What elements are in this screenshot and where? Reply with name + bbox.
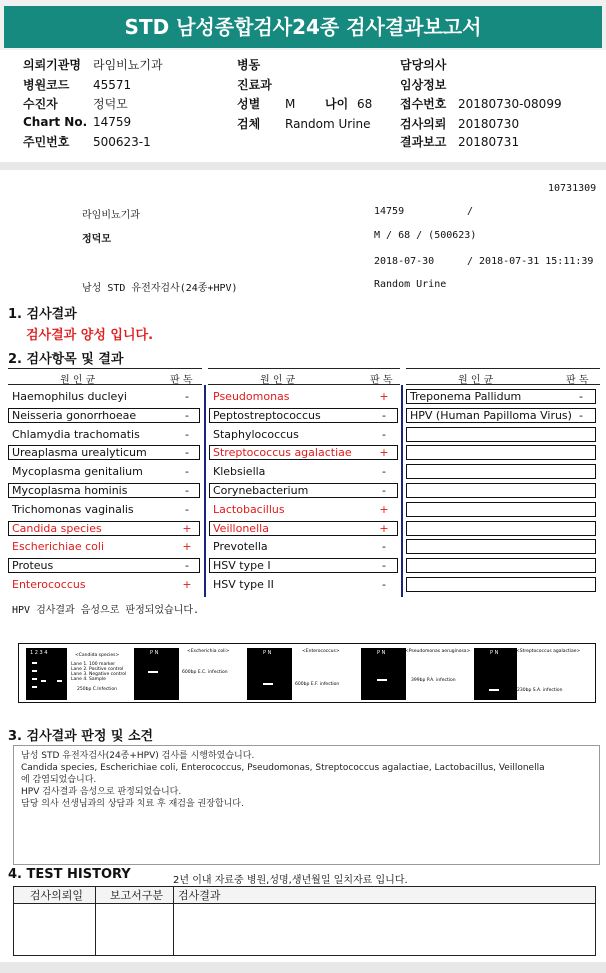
result-row	[209, 389, 398, 404]
history-header-row	[14, 887, 596, 904]
empty-row	[406, 558, 596, 573]
gel-band	[263, 683, 273, 685]
report-code: 10731309	[548, 183, 597, 194]
organism-name: Escherichiae coli	[12, 540, 105, 554]
gel-lanes: 1 2 3 4	[30, 650, 48, 656]
gel-band	[32, 686, 37, 688]
judgement: -	[382, 465, 386, 479]
empty-row	[406, 577, 596, 592]
col1-header	[8, 368, 202, 385]
judgement: -	[382, 540, 386, 554]
organism-name: Veillonella	[213, 521, 269, 535]
gel-image	[247, 648, 292, 700]
gel-image	[361, 648, 406, 700]
gel-title: <Escherichia coli>	[187, 649, 230, 654]
organism-name: Klebsiella	[213, 465, 266, 479]
opinion-line: Candida species, Escherichiae coli, Enterococcus, Pseudomonas, Streptococcus agalactiae, Lactobacillus, Veillonella	[21, 763, 545, 773]
organism-name: Staphylococcus	[213, 427, 299, 441]
history-col-type: 보고서구분	[96, 887, 174, 904]
info-clinical: 임상정보	[400, 78, 447, 92]
col3-header-judge: 판 독	[566, 375, 589, 386]
info-resident-no: 주민번호 500623-1	[23, 135, 151, 149]
judgement: -	[382, 484, 386, 497]
result-row	[8, 389, 200, 404]
result-row	[209, 558, 398, 573]
empty-row	[406, 539, 596, 554]
report-title: STD 남성종합검사24종 검사결과보고서	[4, 6, 602, 48]
organism-name: HSV type II	[213, 578, 274, 591]
organism-name: HSV type I	[213, 559, 271, 573]
result-row	[8, 558, 200, 573]
organism-name: Neisseria gonorrhoeae	[12, 408, 137, 422]
section4-heading: 4. TEST HISTORY	[8, 867, 131, 882]
history-col-date: 검사의뢰일	[14, 887, 96, 904]
section2-heading: 2. 검사항목 및 결과	[8, 352, 124, 367]
judgement: +	[182, 521, 192, 535]
organism-name: Corynebacterium	[213, 484, 309, 497]
organism-name: Trichomonas vaginalis	[12, 502, 134, 516]
gel-lanes: P N	[150, 650, 159, 656]
result-row	[406, 389, 596, 404]
organism-name: Chlamydia trachomatis	[12, 427, 140, 441]
opinion-line: 에 감염되었습니다.	[21, 775, 97, 785]
section3-heading: 3. 검사결과 판정 및 소견	[8, 729, 154, 744]
judgement: -	[185, 408, 189, 422]
gel-legend-line: Lane 2. Positive control	[71, 667, 124, 672]
empty-row	[406, 464, 596, 479]
gel-lanes: P N	[263, 650, 272, 656]
col3-header-name: 원 인 균	[458, 375, 494, 386]
result-row	[8, 408, 200, 423]
result-row	[8, 521, 200, 536]
organism-name: Mycoplasma genitalium	[12, 465, 143, 479]
gel-image	[26, 648, 67, 700]
empty-row	[406, 445, 596, 460]
col1-header-judge: 판 독	[170, 375, 193, 386]
organism-name: Prevotella	[213, 540, 268, 554]
gel-band	[57, 680, 62, 682]
judgement: -	[185, 502, 189, 516]
gel-image	[474, 648, 517, 700]
report-sex-age: M / 68 / (500623)	[374, 230, 477, 241]
gel-title: <Pseudomonas aeruginosa>	[405, 649, 471, 654]
col2-header	[208, 368, 400, 385]
judgement: -	[382, 427, 386, 441]
gel-title: <Enterococcus>	[302, 649, 340, 654]
column-divider	[204, 385, 206, 597]
report-clinic: 라임비뇨기과	[82, 210, 140, 221]
result-row	[8, 464, 200, 479]
result-row	[209, 502, 398, 517]
test-history-table	[13, 886, 596, 956]
result-row	[8, 445, 200, 460]
result-row	[406, 408, 596, 423]
gel-title: <Streptococcus agalactiae>	[516, 649, 581, 654]
result-row	[8, 539, 200, 554]
opinion-line: 남성 STD 유전자검사(24종+HPV) 검사를 시행하였습니다.	[21, 751, 255, 761]
result-row	[209, 539, 398, 554]
history-row	[14, 904, 596, 956]
hpv-note: HPV 검사결과 음성으로 판정되었습니다.	[12, 605, 200, 616]
organism-name: Peptostreptococcus	[213, 408, 321, 422]
opinion-line: HPV 검사결과 음성으로 판정되었습니다.	[21, 787, 182, 797]
info-report-date: 결과보고 20180731	[400, 135, 520, 149]
organism-name: Proteus	[12, 559, 54, 573]
footer-band	[0, 962, 606, 973]
judgement: -	[185, 484, 189, 497]
result-row	[209, 483, 398, 498]
gel-label: 399bp P.A. infection	[411, 678, 456, 683]
organism-name: HPV (Human Papilloma Virus)	[410, 408, 572, 422]
history-cell	[96, 904, 174, 956]
gel-legend-line: Lane 1. 100 marker	[71, 662, 116, 667]
result-row	[209, 445, 398, 460]
result-row	[209, 408, 398, 423]
gel-label: 600bp E.F. infection	[295, 682, 340, 687]
gel-image	[134, 648, 179, 700]
gel-label: 600bp E.C. infection	[182, 670, 228, 675]
judgement: +	[379, 390, 389, 403]
column-divider	[401, 385, 403, 597]
organism-name: Treponema Pallidum	[410, 390, 522, 403]
gel-lanes: P N	[377, 650, 386, 656]
gel-band	[32, 670, 37, 672]
gel-band	[32, 662, 37, 664]
col2-header-judge: 판 독	[370, 375, 393, 386]
separator	[0, 162, 606, 170]
gel-label: 250bp C.Infection	[77, 687, 117, 692]
result-row	[209, 427, 398, 442]
history-cell	[14, 904, 96, 956]
judgement: -	[185, 465, 189, 479]
opinion-line: 담당 의사 선생님과의 상담과 치료 후 재검을 권장합니다.	[21, 799, 244, 809]
empty-row	[406, 521, 596, 536]
info-specimen: 검체 Random Urine	[237, 117, 371, 131]
col1-header-name: 원 인 균	[60, 375, 96, 386]
opinion-box	[13, 745, 600, 865]
organism-name: Mycoplasma hominis	[12, 484, 128, 497]
gel-label: 230bp S.A. infection	[517, 688, 563, 693]
col3-header	[406, 368, 600, 385]
gel-band	[32, 678, 37, 680]
judgement: -	[382, 578, 386, 591]
report-slash: /	[467, 206, 474, 217]
gel-band	[489, 689, 499, 691]
section1-heading: 1. 검사결과	[8, 307, 77, 322]
report-specimen: Random Urine	[374, 279, 447, 290]
judgement: +	[182, 540, 192, 554]
judgement: -	[185, 390, 189, 403]
report-date-result: / 2018-07-31 15:11:39	[467, 256, 594, 267]
empty-row	[406, 502, 596, 517]
organism-name: Pseudomonas	[213, 390, 290, 403]
info-ward: 병동	[237, 58, 261, 72]
report-patient: 정덕모	[82, 234, 111, 245]
info-sex: 성별 M 나이 68	[237, 97, 373, 111]
info-request-date: 검사의뢰 20180730	[400, 117, 520, 131]
gel-electrophoresis-strip	[18, 643, 596, 703]
judgement: +	[379, 502, 389, 516]
col2-header-name: 원 인 균	[260, 375, 296, 386]
result-row	[8, 483, 200, 498]
info-chart-no: Chart No. 14759	[23, 115, 132, 129]
gel-title: <Candida species>	[75, 653, 120, 658]
gel-lanes: P N	[490, 650, 499, 656]
result-row	[209, 464, 398, 479]
organism-name: Ureaplasma urealyticum	[12, 446, 147, 460]
info-doctor: 담당의사	[400, 58, 447, 72]
history-note: 2년 이내 자료중 병원,성명,생년월일 일치자료 입니다.	[173, 875, 408, 886]
result-summary: 검사결과 양성 입니다.	[26, 328, 154, 343]
info-dept: 진료과	[237, 78, 272, 92]
info-client: 의뢰기관명 라임비뇨기과	[23, 58, 163, 72]
report-test-name: 남성 STD 유전자검사(24종+HPV)	[82, 283, 238, 294]
result-row	[8, 427, 200, 442]
history-col-result: 검사결과	[174, 887, 596, 904]
history-cell	[174, 904, 596, 956]
gel-band	[41, 680, 46, 682]
info-hospital-code: 병원코드 45571	[23, 78, 132, 92]
judgement: -	[579, 408, 583, 422]
gel-band	[377, 679, 387, 681]
organism-name: Enterococcus	[12, 578, 86, 591]
info-receipt-no: 접수번호 20180730-08099	[400, 97, 562, 111]
organism-name: Candida species	[12, 521, 102, 535]
judgement: -	[382, 559, 386, 573]
info-patient: 수진자 정덕모	[23, 97, 128, 111]
judgement: +	[182, 578, 192, 591]
result-row	[209, 521, 398, 536]
organism-name: Streptococcus agalactiae	[213, 446, 352, 460]
judgement: -	[579, 390, 583, 403]
organism-name: Haemophilus ducleyi	[12, 390, 127, 403]
empty-row	[406, 427, 596, 442]
report-date-request: 2018-07-30	[374, 256, 435, 267]
judgement: +	[379, 446, 389, 460]
result-row	[209, 577, 398, 592]
gel-band	[148, 671, 158, 673]
judgement: -	[185, 427, 189, 441]
result-row	[8, 502, 200, 517]
result-row	[8, 577, 200, 592]
judgement: +	[379, 521, 389, 535]
judgement: -	[382, 408, 386, 422]
gel-legend-line: Lane 3. Negative control	[71, 672, 127, 677]
gel-legend-line: Lane 4. Sample	[71, 677, 106, 682]
empty-row	[406, 483, 596, 498]
judgement: -	[185, 559, 189, 573]
judgement: -	[185, 446, 189, 460]
organism-name: Lactobacillus	[213, 502, 285, 516]
report-chart: 14759	[374, 206, 405, 217]
